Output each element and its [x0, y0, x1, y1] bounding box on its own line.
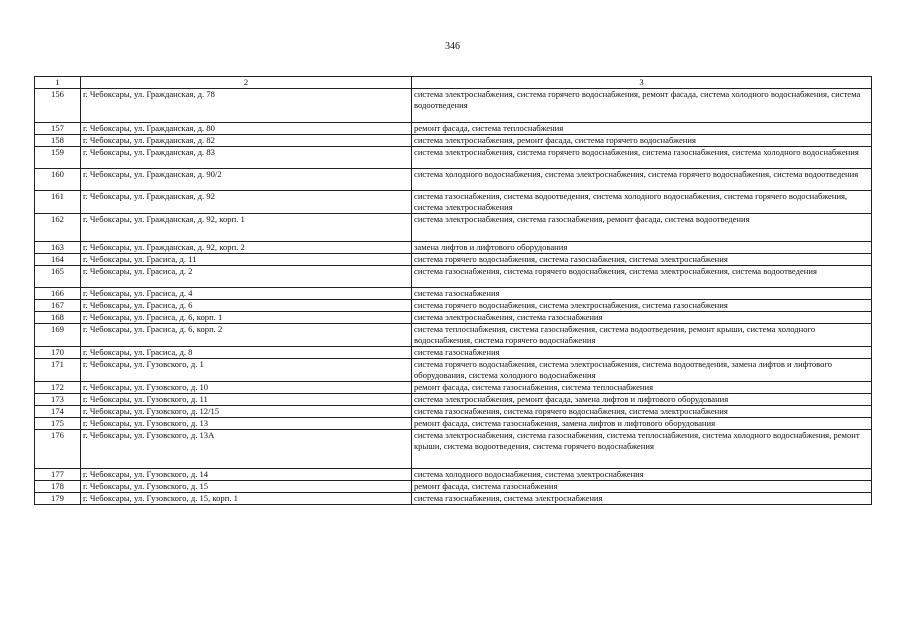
table-row	[35, 430, 872, 469]
row-number: 174	[35, 406, 81, 418]
row-works: система газоснабжения	[412, 288, 872, 300]
row-address: г. Чебоксары, ул. Гражданская, д. 78	[81, 89, 412, 123]
row-number: 169	[35, 324, 81, 347]
table-row	[35, 312, 872, 324]
row-address: г. Чебоксары, ул. Грасиса, д. 2	[81, 266, 412, 288]
row-works: система электроснабжения, система газоснабжения, ремонт фасада, система водоотведения	[412, 214, 872, 242]
row-address: г. Чебоксары, ул. Гузовского, д. 13А	[81, 430, 412, 469]
row-address: г. Чебоксары, ул. Гражданская, д. 83	[81, 147, 412, 169]
row-address: г. Чебоксары, ул. Грасиса, д. 4	[81, 288, 412, 300]
header-col-3: 3	[412, 77, 872, 89]
address-works-table	[34, 76, 872, 505]
row-address: г. Чебоксары, ул. Грасиса, д. 6, корп. 2	[81, 324, 412, 347]
row-works: ремонт фасада, система газоснабжения	[412, 481, 872, 493]
row-address: г. Чебоксары, ул. Гузовского, д. 15	[81, 481, 412, 493]
row-number: 179	[35, 493, 81, 505]
table-row	[35, 481, 872, 493]
row-number: 164	[35, 254, 81, 266]
row-works: система электроснабжения, ремонт фасада, замена лифтов и лифтового оборудования	[412, 394, 872, 406]
row-number: 161	[35, 191, 81, 214]
row-number: 163	[35, 242, 81, 254]
row-number: 156	[35, 89, 81, 123]
row-works: система электроснабжения, система газоснабжения	[412, 312, 872, 324]
table-row	[35, 418, 872, 430]
row-address: г. Чебоксары, ул. Гузовского, д. 14	[81, 469, 412, 481]
table-row	[35, 324, 872, 347]
row-address: г. Чебоксары, ул. Грасиса, д. 8	[81, 347, 412, 359]
table-row	[35, 469, 872, 481]
row-number: 178	[35, 481, 81, 493]
row-number: 177	[35, 469, 81, 481]
table-row	[35, 242, 872, 254]
row-address: г. Чебоксары, ул. Гузовского, д. 1	[81, 359, 412, 382]
table-row	[35, 89, 872, 123]
header-col-2: 2	[81, 77, 412, 89]
row-works: ремонт фасада, система газоснабжения, система теплоснабжения	[412, 382, 872, 394]
row-works: система холодного водоснабжения, система электроснабжения, система горячего водоснабжения, система водоотведения	[412, 169, 872, 191]
row-address: г. Чебоксары, ул. Гузовского, д. 13	[81, 418, 412, 430]
row-number: 157	[35, 123, 81, 135]
row-works: система газоснабжения, система электроснабжения	[412, 493, 872, 505]
row-works: система электроснабжения, система газоснабжения, система теплоснабжения, система холодного водоснабжения, ремонт крыши, система водоотведения, система горячего водоснабжения	[412, 430, 872, 469]
row-works: система теплоснабжения, система газоснабжения, система водоотведения, ремонт крыши, система холодного водоснабжения, система горячего водоснабжения	[412, 324, 872, 347]
row-works: система электроснабжения, система горячего водоснабжения, ремонт фасада, система холодного водоснабжения, система водоотведения	[412, 89, 872, 123]
table-row	[35, 300, 872, 312]
row-works: система горячего водоснабжения, система электроснабжения, система водоотведения, замена лифтов и лифтового оборудования, система холодного водоснабжения	[412, 359, 872, 382]
row-works: система электроснабжения, ремонт фасада, система горячего водоснабжения	[412, 135, 872, 147]
table-row	[35, 406, 872, 418]
row-address: г. Чебоксары, ул. Гузовского, д. 11	[81, 394, 412, 406]
row-works: система газоснабжения, система горячего водоснабжения, система электроснабжения, система водоотведения	[412, 266, 872, 288]
row-address: г. Чебоксары, ул. Гражданская, д. 92, корп. 1	[81, 214, 412, 242]
header-col-1: 1	[35, 77, 81, 89]
row-works: ремонт фасада, система газоснабжения, замена лифтов и лифтового оборудования	[412, 418, 872, 430]
row-address: г. Чебоксары, ул. Гражданская, д. 82	[81, 135, 412, 147]
table-row	[35, 135, 872, 147]
table-row	[35, 382, 872, 394]
row-number: 160	[35, 169, 81, 191]
row-number: 158	[35, 135, 81, 147]
table-row	[35, 493, 872, 505]
row-address: г. Чебоксары, ул. Гражданская, д. 92, корп. 2	[81, 242, 412, 254]
row-address: г. Чебоксары, ул. Грасиса, д. 6	[81, 300, 412, 312]
page-number: 346	[445, 41, 460, 52]
row-works: замена лифтов и лифтового оборудования	[412, 242, 872, 254]
table-row	[35, 123, 872, 135]
row-address: г. Чебоксары, ул. Гузовского, д. 12/15	[81, 406, 412, 418]
row-address: г. Чебоксары, ул. Гузовского, д. 15, корп. 1	[81, 493, 412, 505]
row-number: 173	[35, 394, 81, 406]
row-works: система электроснабжения, система горячего водоснабжения, система газоснабжения, система холодного водоснабжения	[412, 147, 872, 169]
row-works: система горячего водоснабжения, система газоснабжения, система электроснабжения	[412, 254, 872, 266]
row-address: г. Чебоксары, ул. Гражданская, д. 92	[81, 191, 412, 214]
table-row	[35, 147, 872, 169]
row-address: г. Чебоксары, ул. Гражданская, д. 80	[81, 123, 412, 135]
row-number: 175	[35, 418, 81, 430]
row-number: 167	[35, 300, 81, 312]
row-works: система газоснабжения	[412, 347, 872, 359]
table-header-row	[35, 77, 872, 89]
row-address: г. Чебоксары, ул. Грасиса, д. 6, корп. 1	[81, 312, 412, 324]
row-number: 159	[35, 147, 81, 169]
row-works: система газоснабжения, система водоотведения, система холодного водоснабжения, система горячего водоснабжения, система электроснабжения	[412, 191, 872, 214]
row-works: система газоснабжения, система горячего водоснабжения, система электроснабжения	[412, 406, 872, 418]
table-body	[35, 77, 872, 505]
table-row	[35, 288, 872, 300]
table-row	[35, 191, 872, 214]
row-number: 171	[35, 359, 81, 382]
table-row	[35, 214, 872, 242]
row-number: 168	[35, 312, 81, 324]
row-number: 176	[35, 430, 81, 469]
row-address: г. Чебоксары, ул. Гражданская, д. 90/2	[81, 169, 412, 191]
row-number: 162	[35, 214, 81, 242]
row-address: г. Чебоксары, ул. Грасиса, д. 11	[81, 254, 412, 266]
row-works: система горячего водоснабжения, система электроснабжения, система газоснабжения	[412, 300, 872, 312]
table-row	[35, 254, 872, 266]
row-works: система холодного водоснабжения, система электроснабжения	[412, 469, 872, 481]
table-row	[35, 347, 872, 359]
row-number: 170	[35, 347, 81, 359]
table-row	[35, 266, 872, 288]
row-works: ремонт фасада, система теплоснабжения	[412, 123, 872, 135]
table-row	[35, 359, 872, 382]
table-row	[35, 394, 872, 406]
row-number: 165	[35, 266, 81, 288]
row-number: 172	[35, 382, 81, 394]
table-row	[35, 169, 872, 191]
row-number: 166	[35, 288, 81, 300]
row-address: г. Чебоксары, ул. Гузовского, д. 10	[81, 382, 412, 394]
